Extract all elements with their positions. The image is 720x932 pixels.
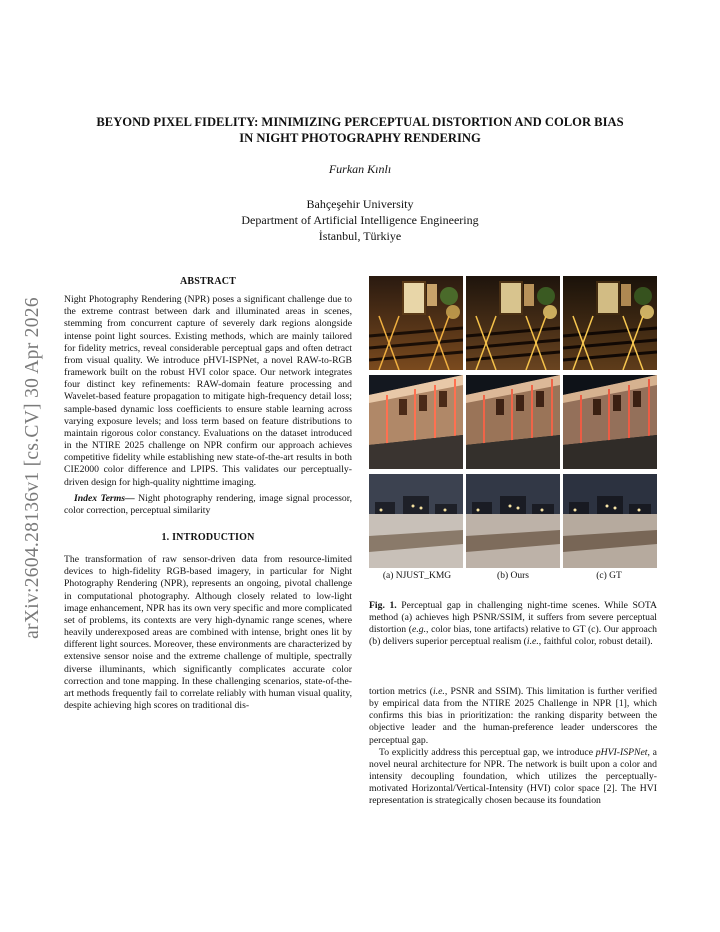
figure-label-njust: (a) NJUST_KMG [382,571,452,581]
figure-image-row3-njust [369,474,463,568]
introduction-heading: 1. INTRODUCTION [161,531,255,543]
right-column-text [369,686,657,808]
figure-label-gt: (c) GT [596,571,622,581]
intro-p2-text-1: To explicitly address this perceptual gap, we introduce [379,746,596,758]
figure-image-row2-gt [563,375,657,469]
figure-image-row1-ours [466,276,560,370]
introduction-text: The transformation of raw sensor-driven data from resource-limited devices to high-fidelity RGB-based imagery, in particular for Night Photography Rendering (NPR), represents an ongoing, pivotal challenge in computational photography. Although closely related to low-light image enhancement, NPR has its own very specific and more complicated set of problems, its contexts are very high-dynamic range scenes, where heavily underexposed areas are combined with intense, bright ones lit by different light sources. Moreover, these environments are characterized by extensive sensor noise and the extreme challenge of multiple, spectrally diverse illuminants, which significantly complicates accurate color correction and tone mapping. In these challenging scenarios, state-of-the-art methods frequently fail to correlate reliably with human visual quality, despite achieving high scores on traditional dis- [64,554,352,711]
caption-text-3: , faithful color, robust detail). [538,636,653,648]
arxiv-stamp [20,258,46,678]
index-terms-text: Night photography rendering, image signal processor, color correction, perceptual similarity [64,492,352,516]
arxiv-stamp-text: arXiv:2604.28136v1 [cs.CV] 30 Apr 2026 [22,297,44,639]
intro-p2-text-2: , a novel neural architecture for NPR. The network is built upon a color and intensity decoupling foundation, which utilizes the perceptually-motivated Horizontal/Vertical-Intensity (HVI) color space [2]. The HVI representation is strategically chosen because its foundation [369,746,657,807]
figure-image-row2-ours [466,375,560,469]
title-line-2: IN NIGHT PHOTOGRAPHY RENDERING [239,131,481,145]
intro-continuation [369,686,657,747]
index-terms [64,493,352,517]
caption-text-1: Perceptual gap in challenging night-time scenes. While SOTA method (a) achieves high PSNR/SSIM, it suffers from severe perceptual distortion ( [369,600,657,636]
figure-image-row2-njust [369,375,463,469]
figure-1-caption [369,600,657,649]
intro-cont-ie: i.e. [432,686,445,697]
figure-image-row3-gt [563,474,657,568]
paper-title [60,114,660,146]
author-name: Furkan Kınlı [328,162,392,176]
left-column [64,276,352,712]
intro-cont-text-2: , PSNR and SSIM). This limitation is further verified by empirical data from the NTIRE 2025 Challenge in NPR [1], which confirms this bias in prioritization: the ranking disparity between the objective leader and the human-preference leader underscores the perceptual gap. [369,686,657,746]
caption-text-2: , color bias, tone artifacts) relative to GT (c). Our approach (b) delivers superior perceptual realism ( [369,624,657,648]
caption-ie: i.e. [526,636,539,648]
caption-eg: e.g. [412,624,427,636]
index-terms-label: Index Terms— [74,492,135,504]
figure-1-grid [369,276,657,568]
affiliation-university: Bahçeşehir University [306,197,414,211]
affiliation-department: Department of Artificial Intelligence Engineering [241,213,479,227]
figure-1-labels [369,571,657,585]
abstract-heading: ABSTRACT [179,276,237,287]
abstract-text: Night Photography Rendering (NPR) poses a significant challenge due to the extreme contrast between dark and illuminated areas in scenes, stemming from concurrent capture of severely dark regions alongside intense point light sources. Existing methods, which are mainly tailored for fidelity metrics, reveal considerable perceptual gaps and often detract from visual quality. We introduce pHVI-ISPNet, a novel RAW-to-RGB framework built on the robust HVI color space. Our network integrates four distinct key refinements: RAW-domain feature processing and Wavelet-based feature propagation to mitigate high-frequency detail loss; sample-based dynamic loss coefficients to ensure stable learning across varying exposure levels; and loss term based on feature distributions to maintain rigorous color constancy. Evaluations on the dataset introduced in the NTIRE 2025 challenge on NPR confirm our approach achieves competitive fidelity while establishing new state-of-the-art results in both CIE2000 color difference and LPIPS. This validates our perceptually-driven design for high-quality nighttime imaging. [64,294,352,488]
title-line-1: BEYOND PIXEL FIDELITY: MINIMIZING PERCEPTUAL DISTORTION AND COLOR BIAS [96,115,624,129]
affiliation [60,196,660,244]
intro-p2-model-name: pHVI-ISPNet [595,746,648,758]
figure-image-row1-njust [369,276,463,370]
intro-cont-text-1: tortion metrics ( [369,686,433,697]
caption-label: Fig. 1. [369,600,397,611]
figure-image-row3-ours [466,474,560,568]
figure-image-row1-gt [563,276,657,370]
affiliation-city: İstanbul, Türkiye [318,229,402,243]
intro-paragraph-2 [369,747,657,808]
figure-label-ours: (b) Ours [497,571,529,581]
